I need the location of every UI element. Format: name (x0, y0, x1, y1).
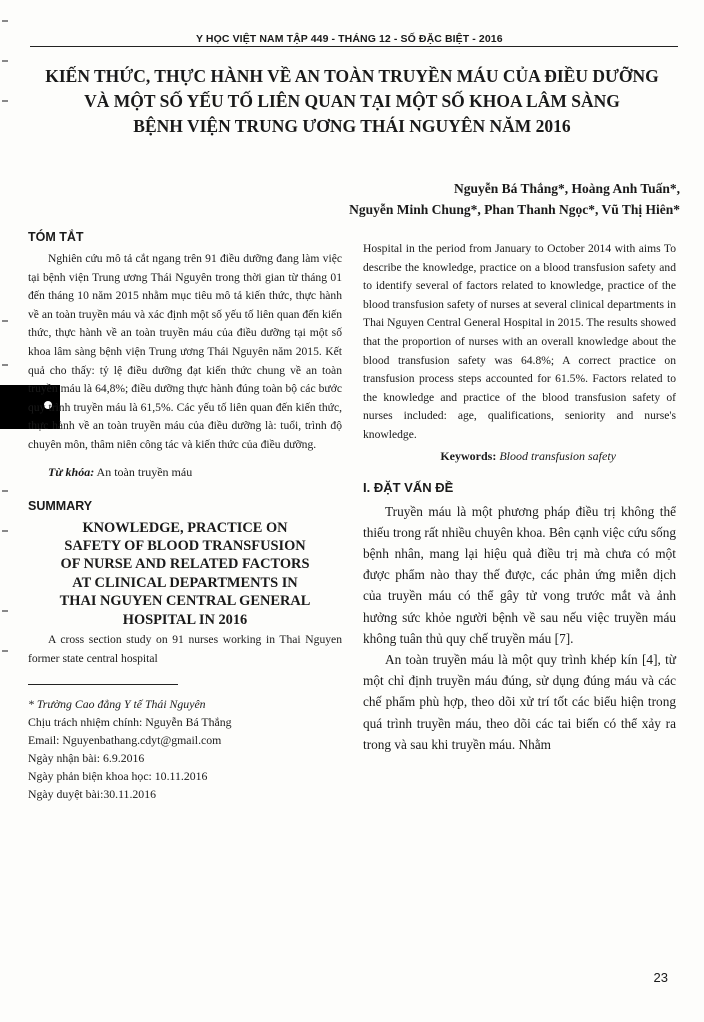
summary-title-line: SAFETY OF BLOOD TRANSFUSION (64, 537, 306, 554)
running-header: Y HỌC VIỆT NAM TẬP 449 - THÁNG 12 - SỐ ĐẶC BIỆT - 2016 (196, 33, 503, 45)
footnote-email: Email: Nguyenbathang.cdyt@gmail.com (28, 733, 222, 748)
summary-title-line: THAI NGUYEN CENTRAL GENERAL (59, 593, 311, 610)
summary-title-line: AT CLINICAL DEPARTMENTS IN (72, 574, 298, 591)
footnote-corresponding: Chịu trách nhiệm chính: Nguyễn Bá Thắng (28, 715, 232, 730)
keywords-vi-label: Từ khóa: (48, 464, 95, 479)
authors-line: Nguyễn Minh Chung*, Phan Thanh Ngọc*, Vũ Thị Hiên* (349, 202, 680, 217)
footnote-accepted: Ngày duyệt bài:30.11.2016 (28, 787, 156, 802)
footnote-rule (28, 684, 178, 685)
scan-edge-marks (2, 0, 18, 720)
article-title (20, 64, 684, 139)
abstract-heading: TÓM TẮT (28, 230, 84, 244)
summary-text-cont: Hospital in the period from January to October 2014 with aims To describe the knowledge, practice on a blood transfusion safety and to identify several of factors related to knowledge, practice of the blood transfusion safety of nurses at several clinical departments in Thai Nguyen Central General Hospital in 2015. The results showed that the proportion of nurses with an overall knowledge about the blood transfusion safety was 64.8%; A correct practice on transfusion process steps accounted for 61.5%. Factors related to the knowledge and practice of the blood transfusion safety of nurses included: age, qualifications, seniority and nurse's knowledge. (363, 242, 676, 441)
summary-title-line: KNOWLEDGE, PRACTICE ON (82, 519, 288, 536)
intro-paragraph: An toàn truyền máu là một quy trình khép kín [4], từ một chỉ định truyền máu đúng, sử dụng đúng máu và các chế phẩm phù hợp, theo dõi xử trí tốt các biểu hiện trong quá trình truyền máu, theo dõi các tai biến có thể xảy ra trong và sau khi truyền máu. Nhằm (363, 651, 676, 752)
footnote-received: Ngày nhận bài: 6.9.2016 (28, 751, 145, 766)
title-line: BỆNH VIỆN TRUNG ƯƠNG THÁI NGUYÊN NĂM 2016 (133, 116, 571, 136)
keywords-vi (48, 463, 342, 481)
keywords-en (363, 449, 616, 464)
page-number: 23 (653, 970, 668, 985)
summary-title-line: OF NURSE AND RELATED FACTORS (60, 556, 310, 573)
intro-heading: I. ĐẶT VẤN ĐỀ (363, 479, 454, 495)
intro-paragraph: Truyền máu là một phương pháp điều trị không thể thiếu trong rất nhiều chuyên khoa. Bên cạnh việc cứu sống bệnh nhân, mang lại hiệu quả điều trị mà chưa có một được phẩm nào thay thế được, các phản ứng miễn dịch của truyền máu có thể gây tử vong trước mắt và ảnh hưởng sức khỏe người bệnh về sau nếu việc truyền máu không tuân thủ quy chế truyền máu [7]. (363, 503, 676, 646)
keywords-en-value: Blood transfusion safety (499, 448, 616, 463)
summary-title-line: HOSPITAL IN 2016 (122, 611, 248, 628)
keywords-en-label: Keywords: (440, 448, 497, 463)
authors (349, 178, 680, 220)
title-line: KIẾN THỨC, THỰC HÀNH VỀ AN TOÀN TRUYỀN MÁU CỦA ĐIỀU DƯỠNG (45, 66, 659, 86)
authors-line: Nguyễn Bá Thắng*, Hoàng Anh Tuấn*, (454, 181, 680, 196)
summary-heading: SUMMARY (28, 498, 93, 513)
summary-text-start: A cross section study on 91 nurses working in Thai Nguyen former state central hospital (28, 632, 342, 665)
footnote-reviewed: Ngày phản biện khoa học: 10.11.2016 (28, 769, 208, 784)
footnote-affiliation: * Trường Cao đẳng Y tế Thái Nguyên (28, 697, 206, 712)
title-line: VÀ MỘT SỐ YẾU TỐ LIÊN QUAN TẠI MỘT SỐ KHOA LÂM SÀNG (84, 91, 620, 111)
left-column (28, 230, 342, 803)
abstract-vi-text: Nghiên cứu mô tả cắt ngang trên 91 điều dưỡng đang làm việc tại bệnh viện Trung ương Thái Nguyên trong thời gian từ tháng 01 đến tháng 10 năm 2015 nhằm mục tiêu mô tả kiến thức, thực hành về an toàn truyền máu và xác định một số yếu tố liên quan đến kiến thức, thực hành về an toàn truyền máu của điều dưỡng tại một số khoa lâm sàng bệnh viện Trung ương Thái Nguyên năm 2015. Kết quả cho thấy: tỷ lệ điều dưỡng đạt kiến thức chung về an toàn truyền máu là 64,8%; điều dưỡng thực hành đúng toàn bộ các bước quy trình truyền máu là 61,5%. Các yếu tố liên quan đến kiến thức, thực hành về an toàn truyền máu của điều dưỡng là: tuổi, trình độ chuyên môn, thâm niên công tác và kiến thức của điều dưỡng. (28, 252, 342, 451)
summary-title (28, 519, 342, 629)
header-rule (30, 46, 678, 47)
keywords-vi-value: An toàn truyền máu (96, 464, 193, 479)
right-column (363, 240, 676, 755)
